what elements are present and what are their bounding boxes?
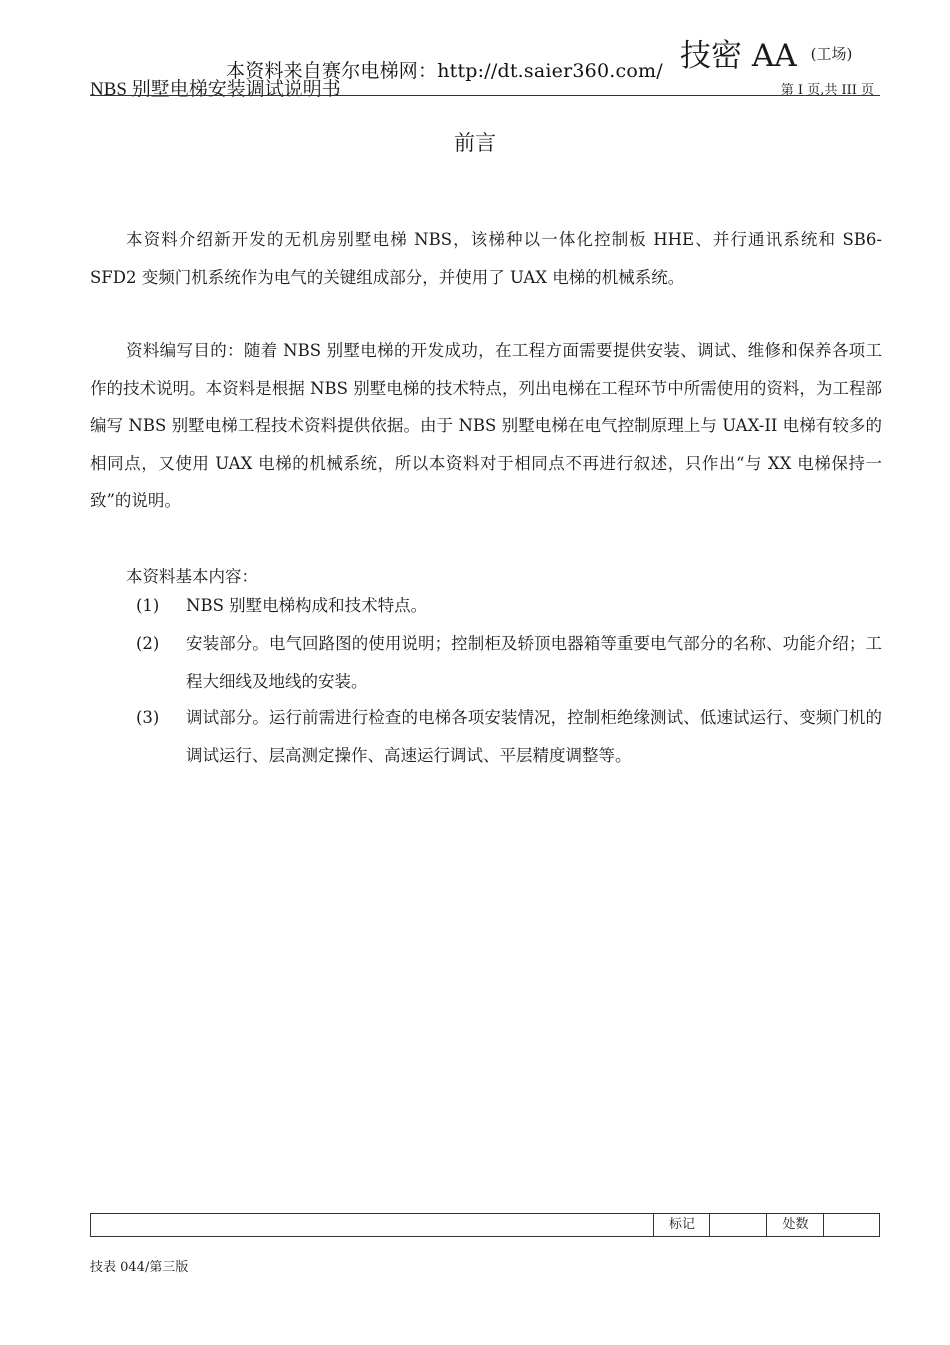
classification-level: 技密 AA <box>680 38 797 74</box>
document-title: NBS 别墅电梯安装调试说明书 <box>90 79 341 100</box>
mark-label: 标记 <box>653 1214 710 1236</box>
mark-value <box>709 1214 767 1236</box>
contents-item <box>90 625 882 700</box>
source-watermark: 本资料来自赛尔电梯网：http://dt.saier360.com/ <box>226 60 663 82</box>
header-divider <box>90 95 880 96</box>
item-text: 安装部分。电气回路图的使用说明；控制柜及轿顶电器箱等重要电气部分的名称、功能介绍；工程大细线及地线的安装。 <box>186 634 882 691</box>
count-value <box>823 1214 880 1236</box>
classification-scope: (工场) <box>810 45 853 63</box>
item-text: NBS 别墅电梯构成和技术特点。 <box>186 596 428 615</box>
intro-paragraph: 本资料介绍新开发的无机房别墅电梯 NBS，该梯种以一体化控制板 HHE、并行通讯系统和 SB6-SFD2 变频门机系统作为电气的关键组成部分，并使用了 UAX 电梯的机械系统。 <box>90 230 882 287</box>
classification-stamp <box>680 30 852 75</box>
contents-item <box>90 587 882 625</box>
count-label: 处数 <box>766 1214 824 1236</box>
item-number: (3) <box>136 708 160 727</box>
section-heading: 前言 <box>454 131 496 155</box>
form-identifier: 技表 044/第三版 <box>90 1260 189 1275</box>
contents-item <box>90 699 882 774</box>
revision-table <box>90 1213 880 1237</box>
page-number-info: 第 I 页,共 III 页 <box>780 83 874 98</box>
item-text: 调试部分。运行前需进行检查的电梯各项安装情况，控制柜绝缘测试、低速试运行、变频门机的调试运行、层高测定操作、高速运行调试、平层精度调整等。 <box>186 708 882 765</box>
contents-intro: 本资料基本内容： <box>126 567 258 586</box>
purpose-paragraph: 资料编写目的：随着 NBS 别墅电梯的开发成功，在工程方面需要提供安装、调试、维修和保养各项工作的技术说明。本资料是根据 NBS 别墅电梯的技术特点，列出电梯在工程环节中所需使用的资料，为工程部编写 NBS 别墅电梯工程技术资料提供依据。由于 NBS 别墅电梯在电气控制原理上与 UAX-II 电梯有较多的相同点，又使用 UAX 电梯的机械系统，所以本资料对于相同点不再进行叙述，只作出“与 XX 电梯保持一致”的说明。 <box>90 341 882 510</box>
item-number: (1) <box>136 596 160 615</box>
item-number: (2) <box>136 634 160 653</box>
